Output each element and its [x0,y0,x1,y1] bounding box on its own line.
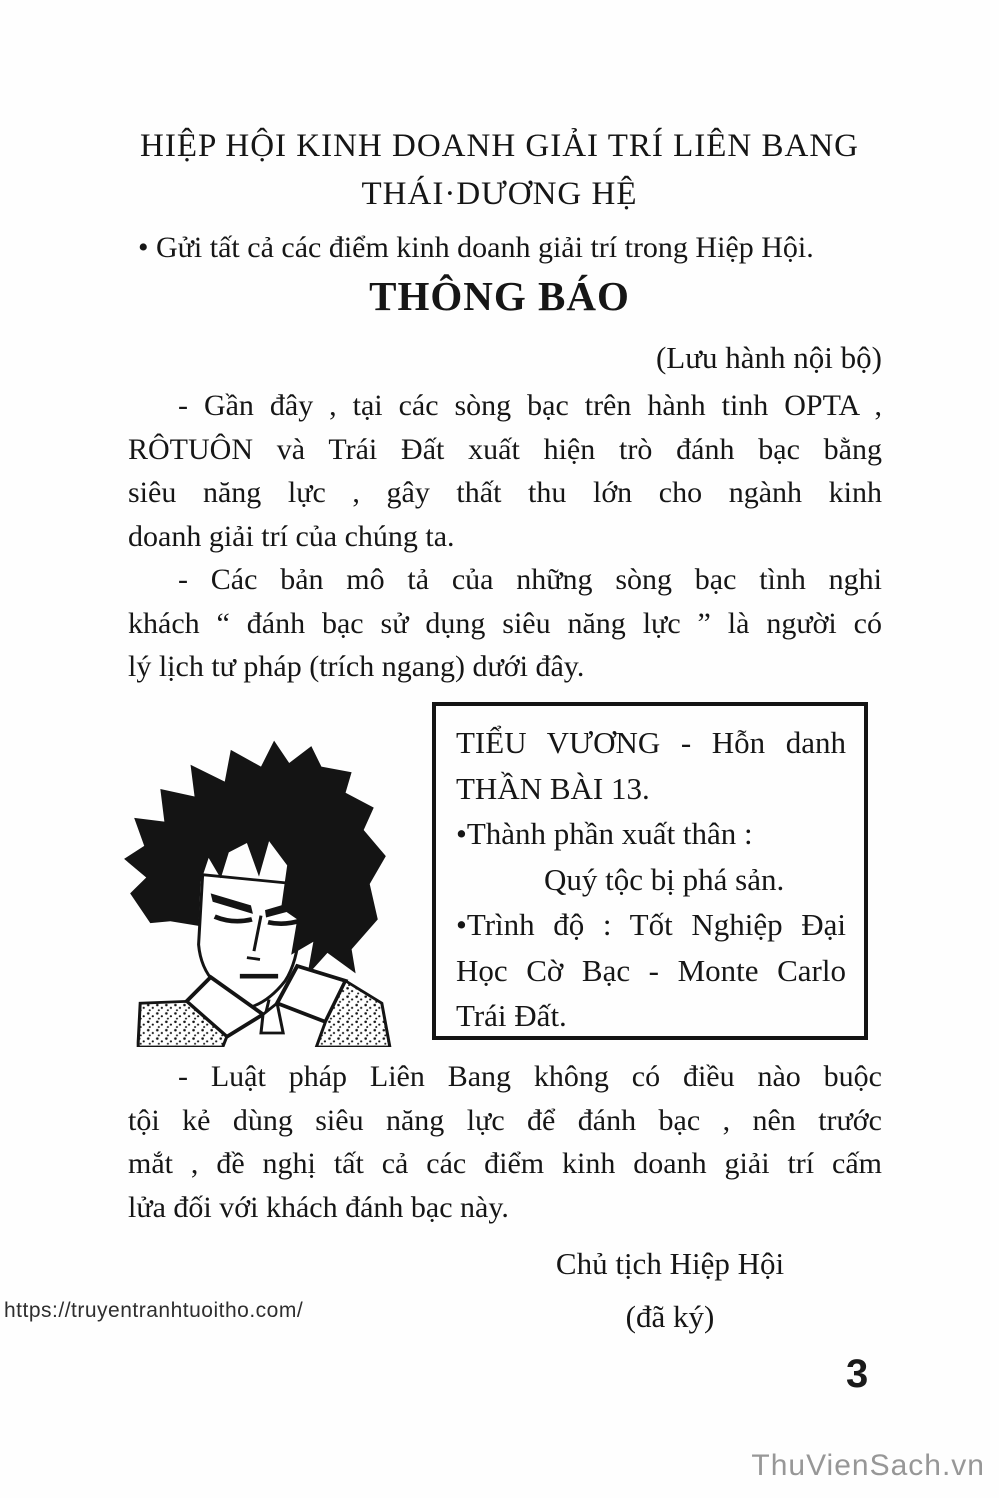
paragraph-3 [128,1055,882,1229]
paragraph-line: lửa đối với khách đánh bạc này. [128,1190,509,1224]
paragraph-line: doanh giải trí của chúng ta. [128,519,455,553]
notice-title: THÔNG BÁO [369,273,630,319]
page-title-line1: HIỆP HỘI KINH DOANH GIẢI TRÍ LIÊN BANG [140,128,859,164]
paragraph-line: siêu năng lực , gây thất thu lớn cho ngành kinh [128,476,882,509]
profile-line: •Trình độ : Tốt Nghiệp Đại [456,907,846,942]
page-title-line2: THÁI·DƯƠNG HỆ [361,176,638,212]
page-number: 3 [846,1352,869,1396]
profile-line: Trái Đất. [456,998,567,1033]
watermark-text: ThuVienSach.vn [751,1449,985,1482]
signature-title: Chủ tịch Hiệp Hội [555,1246,785,1281]
paragraph-line: mắt , đề nghị tất cả các điểm kinh doanh giải trí cấm [128,1147,882,1180]
paragraph-line: tội kẻ dùng siêu năng lực để đánh bạc , nên trước [128,1103,882,1137]
circulation-note: (Lưu hành nội bộ) [655,340,882,375]
profile-line: Học Cờ Bạc - Monte Carlo [456,952,846,988]
character-portrait-illustration [110,735,412,1047]
paragraph-line: lý lịch tư pháp (trích ngang) dưới đây. [128,650,585,683]
paragraph-line: - Các bản mô tả của những sòng bạc tình nghi [178,563,882,596]
signature-signed-note: (đã ký) [625,1299,715,1334]
paragraph-line: RÔTUÔN và Trái Đất xuất hiện trò đánh bạc bằng [128,432,882,466]
paragraph-line: - Luật pháp Liên Bang không có điều nào buộc [178,1060,882,1093]
profile-line: Quý tộc bị phá sản. [544,861,785,897]
paragraph-1 [128,384,882,558]
profile-line: •Thành phần xuất thân : [456,816,753,851]
character-profile-box [432,702,868,1040]
profile-line: TIỂU VƯƠNG - Hỗn danh [456,725,846,760]
paragraph-line: - Gần đây , tại các sòng bạc trên hành tinh OPTA , [178,389,882,422]
recipient-line: • Gửi tất cả các điểm kinh doanh giải trí trong Hiệp Hội. [138,231,814,264]
source-url-text: https://truyentranhtuoitho.com/ [4,1299,304,1322]
shirt [261,1003,283,1033]
paragraph-line: khách “ đánh bạc sử dụng siêu năng lực ” là người có [128,606,882,640]
profile-line: THẦN BÀI 13. [456,770,650,806]
paragraph-2 [128,558,882,689]
